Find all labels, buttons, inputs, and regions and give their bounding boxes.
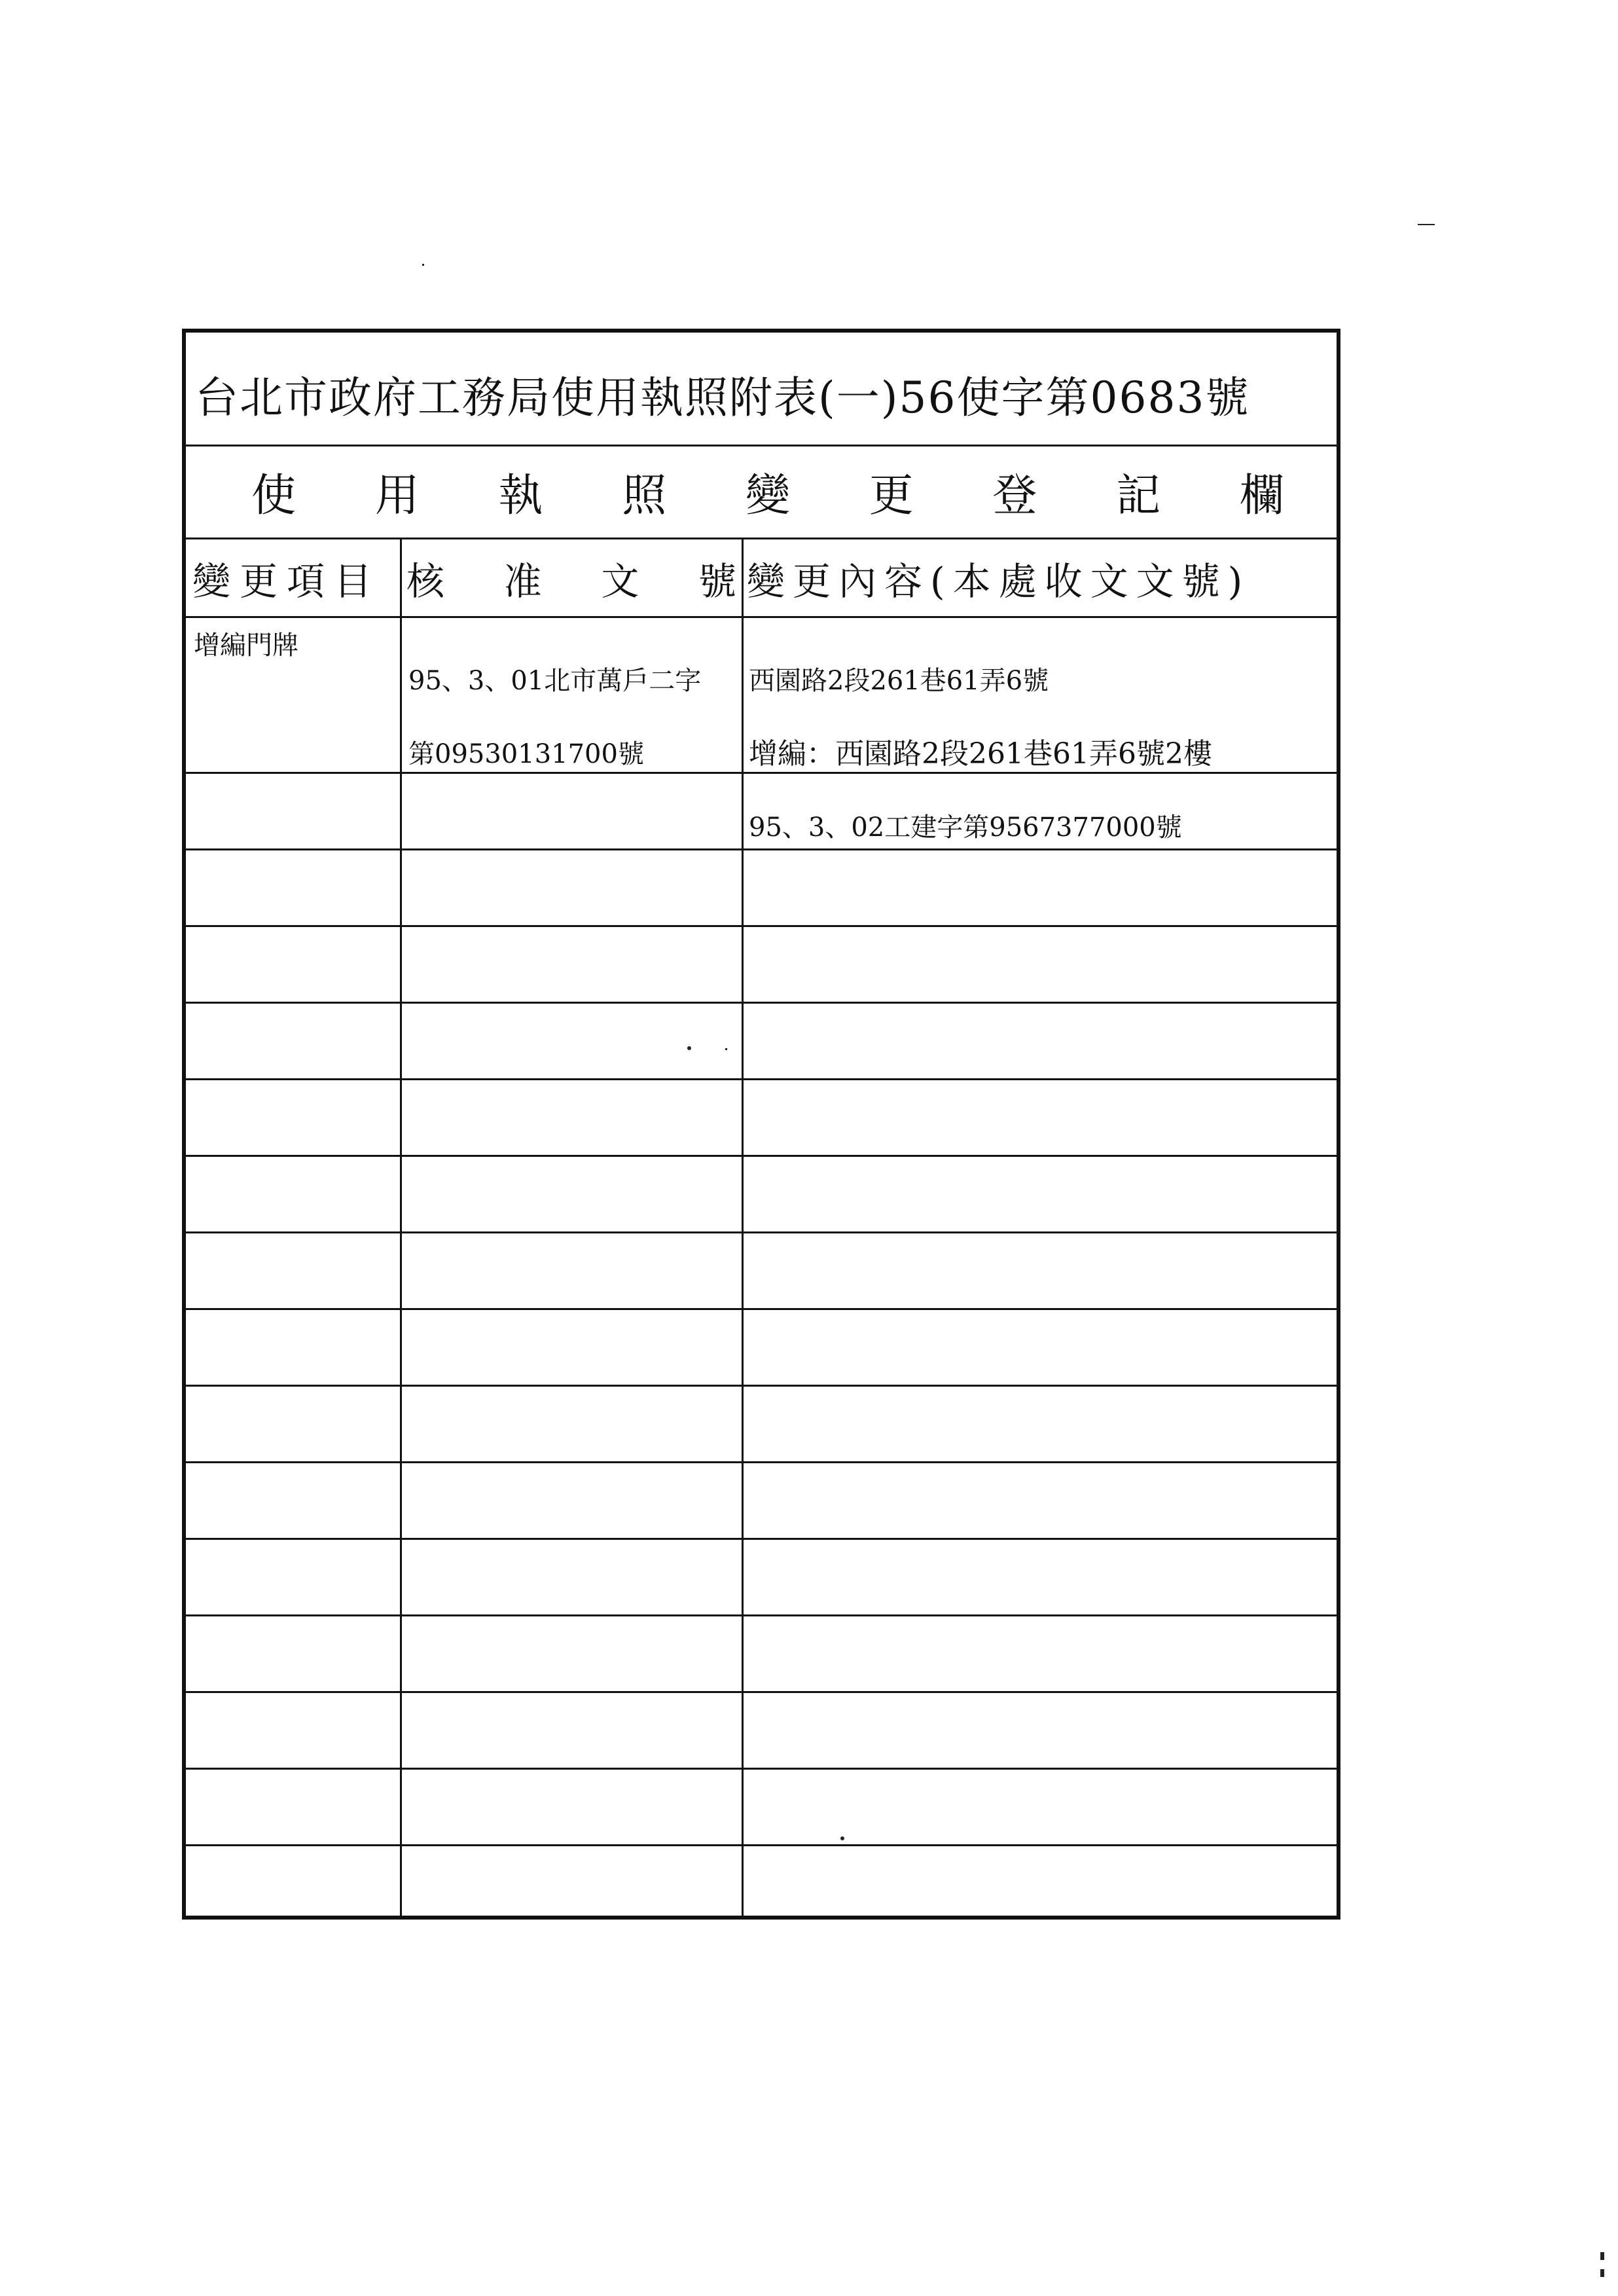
table-row (186, 1080, 1337, 1157)
header-approval-char: 文 (601, 558, 639, 604)
table-row (186, 1233, 1337, 1310)
content-line: 西園路2段261巷61弄6號 (749, 666, 1049, 696)
header-change-item: 變更項目 (192, 558, 382, 604)
form-subtitle-row (186, 446, 1337, 539)
scan-mark (687, 1046, 691, 1050)
approval-line: 第09530131700號 (408, 739, 644, 769)
subtitle-char: 欄 (1239, 470, 1284, 522)
header-approval-char: 准 (503, 558, 542, 604)
table-row (186, 1387, 1337, 1463)
subtitle-char: 執 (498, 470, 543, 522)
scan-mark (422, 264, 424, 266)
table-row (186, 1463, 1337, 1540)
scan-mark (1418, 224, 1435, 225)
content-line: 95、3、02工建字第9567377000號 (749, 812, 1182, 843)
scan-mark (725, 1048, 727, 1050)
scan-mark (1600, 2252, 1604, 2260)
table-row (186, 927, 1337, 1004)
table-row (186, 1846, 1337, 1920)
subtitle-char: 用 (374, 470, 420, 522)
header-approval-char: 號 (698, 558, 736, 604)
table-row (186, 618, 1337, 843)
table-row (186, 774, 1337, 850)
table-row (186, 1004, 1337, 1080)
table-row (186, 1616, 1337, 1693)
subtitle-char: 記 (1116, 470, 1161, 522)
subtitle-char: 變 (745, 470, 790, 522)
table-row (186, 1310, 1337, 1387)
subtitle-char: 照 (622, 470, 667, 522)
form-title: 台北市政府工務局使用執照附表(一)56使字第0683號 (195, 373, 1250, 423)
header-approval-char: 核 (406, 558, 445, 604)
cell-change-item: 增編門牌 (194, 630, 298, 661)
header-approval-number (400, 539, 742, 616)
header-change-content: 變更內容(本處收文文號) (747, 558, 1251, 604)
change-registration-form (182, 329, 1340, 1920)
table-row (186, 1157, 1337, 1233)
content-line: 增編：西園路2段261巷61弄6號2樓 (749, 737, 1212, 771)
subtitle-char: 使 (251, 470, 297, 522)
table-row (186, 850, 1337, 927)
table-row (186, 1770, 1337, 1846)
approval-line: 95、3、01北市萬戶二字 (408, 666, 702, 696)
table-header-row (186, 539, 1337, 618)
form-title-row (186, 333, 1337, 446)
table-row (186, 1693, 1337, 1770)
table-row (186, 1540, 1337, 1616)
scan-mark (840, 1836, 844, 1840)
subtitle-char: 登 (992, 470, 1037, 522)
scan-mark (1600, 2269, 1604, 2277)
subtitle-char: 更 (869, 470, 914, 522)
